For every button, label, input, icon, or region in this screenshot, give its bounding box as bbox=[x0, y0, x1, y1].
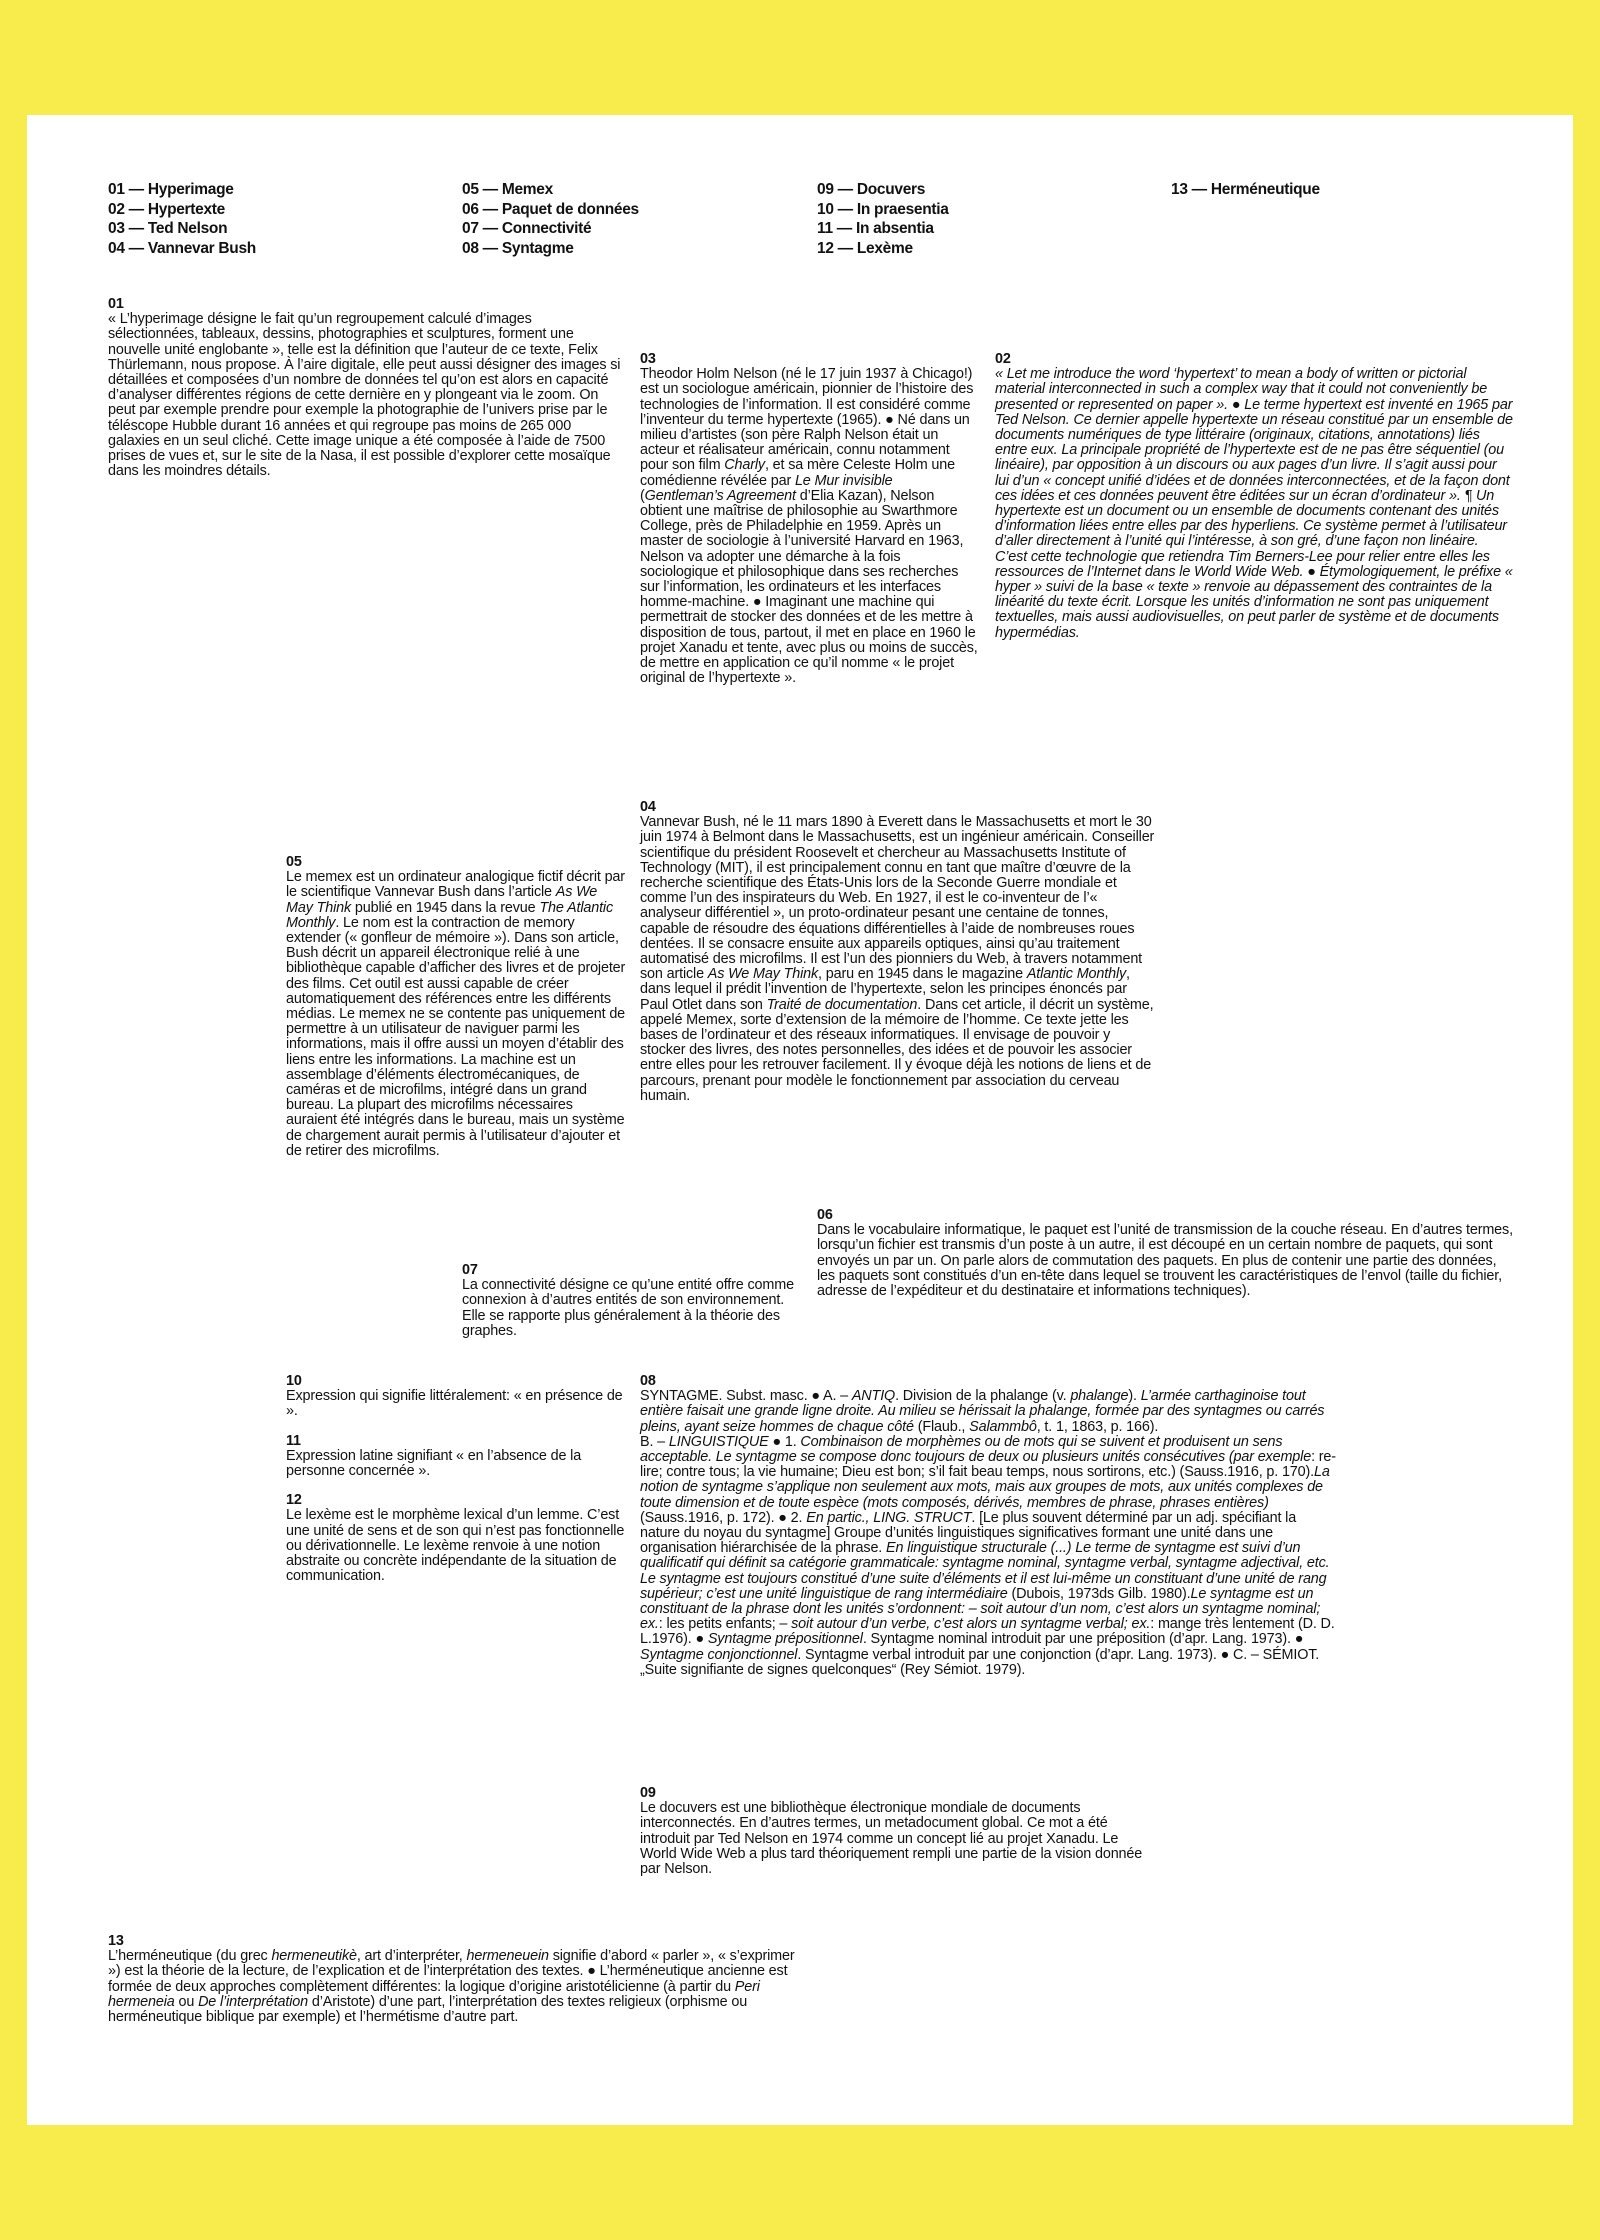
toc-item: 05 — Memex bbox=[462, 181, 553, 198]
toc-column-2 bbox=[462, 180, 639, 258]
entry-text: Vannevar Bush, né le 11 mars 1890 à Everett dans le Massachusetts et mort le 30 juin 1974 à Belmont dans le Massachusetts, est un ingénieur américain. Conseiller scientifique du président Roosevelt et chercheur au Massachusetts Institute of Technology (MIT), il est principalement connu en tant que maître d’œuvre de la recherche scientifique des États-Unis lors de la Seconde Guerre mondiale et comme l’un des inspirateurs du Web. En 1927, il est le co-inventeur de l’« analyseur différentiel », un proto-ordinateur pesant une centaine de tonnes, capable de résoudre des équations différentielles à l’aide de nombreuses roues dentées. Il se consacre ensuite aux appareils optiques, ainsi qu’au traitement automatisé des microfilms. Il est l’un des pionniers du Web, à travers notamment son article bbox=[640, 814, 1155, 983]
entry-number: 01 bbox=[108, 296, 124, 312]
entry-text: Dans le vocabulaire informatique, le paquet est l’unité de transmission de la couche réseau. En d’autres termes, lorsqu’un fichier est transmis d’un poste à un autre, il est découpé en un certain nombre de paquets, qui sont envoyés un par un. On parle alors de commutation des paquets. En plus de contenir une partie des données, les paquets sont constitués d’un en-tête dans lequel se trouvent les caractéristiques de l’envol (taille du fichier, adresse de l’expéditeur et du destinataire et informations techniques). bbox=[817, 1222, 1513, 1300]
entry-13 bbox=[108, 1934, 808, 2025]
entry-text-italic: En partic., LING. STRUCT bbox=[806, 1509, 972, 1526]
entry-text: , t. 1, 1863, p. 166). bbox=[1036, 1418, 1159, 1435]
entry-number: 02 bbox=[995, 351, 1011, 367]
entry-11 bbox=[286, 1434, 626, 1480]
entry-12 bbox=[286, 1493, 626, 1584]
entry-number: 11 bbox=[286, 1432, 301, 1449]
entry-text: signifie d’abord « parler », « s’exprimer ») est la théorie de la lecture, de l’explication et de l’interprétation des textes. ● L’herméneutique ancienne est formée de deux approches complètement différentes: la logique d’origine aristotélicienne (à partir du bbox=[108, 1948, 795, 1995]
entry-text: . Syntagme verbal introduit par une conjonction (d’apr. Lang. 1973). ● C. – SÉMIOT. „Suite signifiante de signes quelconques“ (Rey Sémiot. 1979). bbox=[640, 1646, 1320, 1678]
entry-text-italic: The Atlantic Monthly bbox=[286, 899, 614, 931]
toc-column-3 bbox=[817, 180, 949, 258]
entry-text: . Le nom est la contraction de memory extender (« gonfleur de mémoire »). Dans son article, Bush décrit un appareil électronique relié à une bibliothèque capable d’afficher des livres et de projeter des films. Cet outil est aussi capable de créer automatiquement des références entre les différents médias. Le memex ne se contente pas uniquement de permettre à un utilisateur de naviguer parmi les informations, mais il offre aussi un moyen d’établir des liens entre les informations. La machine est un assemblage d’éléments électromécaniques, de caméras et de microfilms, intégré dans un grand bureau. La plupart des microfilms nécessaires auraient été intégrés dans le bureau, mais un système de chargement aurait permis à l’utilisateur d’ajouter et de retirer des microfilms. bbox=[286, 914, 626, 1159]
entry-text: (Sauss.1916, p. 172). ● 2. bbox=[640, 1509, 807, 1526]
entry-text: d’Aristote) d’une part, l’interprétation des textes religieux (orphisme ou herméneutique biblique par exemple) et l’hermétisme d’autre part. bbox=[108, 1993, 748, 2026]
entry-text-italic: L’armée carthaginoise tout entière faisait une grande ligne droite. Au milieu se hérissait la phalange, formée par des syntagmes ou carrés pleins, ayant seize hommes de chaque côté bbox=[640, 1388, 1325, 1435]
entry-text-italic: En linguistique structurale (...) Le terme de syntagme est suivi d’un qualificatif qui définit sa catégorie grammaticale: syntagme nominal, syntagme verbal, syntagme adjectival, etc. Le syntagme est toujours constitué d’une suite d’éléments et il est lui-même un constituant d’une unité de rang supérieur; c’est une unité linguistique de rang intermédiaire bbox=[640, 1540, 1330, 1602]
entry-01 bbox=[108, 297, 622, 479]
toc-item: 09 — Docuvers bbox=[817, 181, 926, 198]
entry-number: 12 bbox=[286, 1492, 302, 1509]
entry-text: Expression latine signifiant « en l’absence de la personne concernée ». bbox=[286, 1447, 582, 1480]
entry-text: Expression qui signifie littéralement: « en présence de ». bbox=[286, 1388, 623, 1420]
entry-text-italic: Gentleman’s Agreement bbox=[644, 487, 796, 504]
toc-item: 12 — Lexème bbox=[817, 239, 913, 257]
entry-number: 05 bbox=[286, 854, 302, 870]
entry-text-italic: hermeneutikè bbox=[271, 1948, 357, 1965]
toc-item: 01 — Hyperimage bbox=[108, 181, 234, 198]
entry-text: ( bbox=[640, 487, 645, 504]
entry-text: : re-lire; contre tous; la vie humaine; Dieu est bon; s’il fait beau temps, nous sortirons, etc.) (Sauss.1916, p. 170). bbox=[640, 1449, 1336, 1481]
entry-text-italic: Peri hermeneia bbox=[108, 1978, 760, 2010]
entry-text-italic: Atlantic Monthly bbox=[1026, 966, 1127, 983]
toc-item: 07 — Connectivité bbox=[462, 220, 592, 237]
entry-text-italic: phalange bbox=[1070, 1388, 1129, 1405]
entry-text: , art d’interpréter, bbox=[356, 1948, 467, 1965]
entry-02 bbox=[995, 352, 1513, 641]
entry-04 bbox=[640, 800, 1158, 1104]
entry-05 bbox=[286, 855, 626, 1159]
entry-text: La connectivité désigne ce qu’une entité offre comme connexion à d’autres entités de son environnement. Elle se rapporte plus généralement à la théorie des graphes. bbox=[462, 1277, 794, 1339]
entry-text-italic: Syntagme conjonctionnel bbox=[640, 1646, 798, 1663]
entry-number: 04 bbox=[640, 799, 656, 815]
entry-text-italic: LINGUISTIQUE bbox=[668, 1433, 769, 1450]
toc-item: 03 — Ted Nelson bbox=[108, 220, 228, 237]
entry-number: 13 bbox=[108, 1933, 124, 1949]
entry-text-italic: hermeneuein bbox=[466, 1948, 549, 1965]
entry-number: 08 bbox=[640, 1373, 656, 1389]
entry-text-italic: ANTIQ bbox=[851, 1388, 896, 1405]
entry-number: 06 bbox=[817, 1207, 833, 1223]
entry-text-italic: Le syntagme est un constituant de la phrase dont les unités s’ordonnent: – soit autour d’un nom, c’est alors un syntagme nominal; ex. bbox=[640, 1585, 1321, 1633]
entry-text: « Let me introduce the word ‘hypertext’ to mean a body of written or pictorial material interconnected in such a complex way that it could not conveniently be presented or represented on paper ». ● Le terme hypertext est inventé en 1965 par Ted Nelson. Ce dernier appelle hypertexte un réseau constitué par un ensemble de documents numériques de type littéraire (originaux, citations, annotations) liés entre eux. La principale propriété de l’hypertexte est de ne pas être séquentiel (ou linéaire), par opposition à un discours ou aux pages d’un livre. Il s’agit aussi pour lui d’un « concept unifié d’idées et de données interconnectées, et de la façon dont ces idées et ces données peuvent être éditées sur un écran d’ordinateur ». ¶ Un hypertexte est un document ou un ensemble de documents contenant des unités d’information liées entre elles par des hyperliens. Ce système permet à l’utilisateur d’aller directement à l’unité qui l’intéresse, à son gré, d’une façon non linéaire. C’est cette technologie que retiendra Tim Berners-Lee pour relier entre elles les ressources de l’Internet dans le World Wide Web. ● Étymologiquement, le préfixe « hyper » suivi de la base « texte » renvoie au dépassement des contraintes de la linéarité du texte écrit. Lorsque les unités d’information ne sont pas uniquement textuelles, mais aussi audiovisuelles, on peut parler de système et de documents hypermédias. bbox=[995, 366, 1513, 641]
entry-text: ou bbox=[174, 1993, 199, 2010]
entry-number: 10 bbox=[286, 1373, 302, 1389]
entry-07 bbox=[462, 1263, 806, 1339]
entry-text: Le memex est un ordinateur analogique fictif décrit par le scientifique Vannevar Bush dans l’article bbox=[286, 869, 625, 901]
entry-06 bbox=[817, 1208, 1513, 1299]
toc-item: 06 — Paquet de données bbox=[462, 200, 639, 218]
entry-text: SYNTAGME. Subst. masc. ● A. – bbox=[640, 1388, 852, 1405]
toc-item: 08 — Syntagme bbox=[462, 239, 574, 257]
toc-column-4 bbox=[1171, 180, 1320, 200]
entry-text: (Flaub., bbox=[913, 1418, 970, 1435]
toc-item: 11 — In absentia bbox=[817, 220, 934, 237]
entry-text: . [Le plus souvent déterminé par un adj. spécifiant la nature du noyau du syntagme] Groupe d’unités linguistiques significatives formant une unité dans une organisation hiérarchisée de la phrase. bbox=[640, 1509, 1297, 1557]
toc-item: 02 — Hypertexte bbox=[108, 200, 225, 218]
entry-text: : les petits enfants; – bbox=[658, 1616, 792, 1633]
entry-text-italic: De l’interprétation bbox=[198, 1993, 308, 2010]
entry-03 bbox=[640, 352, 978, 686]
entry-text: : mange très lentement (D. D. L.1976). ● bbox=[640, 1616, 1335, 1648]
entry-text: Le docuvers est une bibliothèque électronique mondiale de documents interconnectés. En d’autres termes, un metadocument global. Ce mot a été introduit par Ted Nelson en 1974 comme un concept lié au projet Xanadu. Le World Wide Web a plus tard théoriquement rempli une partie de la vision donnée par Nelson. bbox=[640, 1800, 1143, 1878]
entry-10 bbox=[286, 1374, 626, 1420]
entry-text: publié en 1945 dans la revue bbox=[351, 899, 540, 916]
entry-text-italic: As We May Think bbox=[707, 966, 819, 983]
toc-item: 04 — Vannevar Bush bbox=[108, 239, 256, 257]
entry-text: L’herméneutique (du grec bbox=[108, 1948, 272, 1965]
entry-text: Theodor Holm Nelson (né le 17 juin 1937 à Chicago!) est un sociologue américain, pionnier de l’histoire des technologies de l’information. Il est considéré comme l’inventeur du terme hypertexte (1965). ● Né dans un milieu d’artistes (son père Ralph Nelson était un acteur et réalisateur américain, connu notamment pour son film bbox=[640, 366, 974, 474]
entry-text: . Dans cet article, il décrit un système, appelé Memex, sorte d’extension de la mémoire de l’homme. Ce texte jette les bases de l’ordinateur et des réseaux informatiques. Il envisage de pouvoir y stocker des livres, des notes personnelles, des idées et de pouvoir les associer entre elles pour les retrouver facilement. Il y évoque déjà les notions de liens et de parcours, prenant pour modèle le fonctionnement par association du cerveau humain. bbox=[640, 996, 1154, 1104]
entry-text: Le lexème est le morphème lexical d’un lemme. C’est une unité de sens et de son qui n’est pas fonctionnelle ou dérivationnelle. Le lexème renvoie à une notion abstraite ou concrète indépendante de la situation de communication. bbox=[286, 1507, 625, 1585]
toc-column-1 bbox=[108, 180, 256, 258]
entry-text: . Division de la phalange (v. bbox=[895, 1388, 1071, 1405]
entry-text: « L’hyperimage désigne le fait qu’un regroupement calculé d’images sélectionnées, tableaux, dessins, photographies et sculptures, forment une nouvelle unité englobante », telle est la définition que l’auteur de ce texte, Felix Thürlemann, nous propose. À l’aire digitale, elle peut aussi désigner des images si détaillées et composées d’un nombre de données tel qu’on est alors en capacité d’analyser différentes régions de cette dernière en y plongeant via le zoom. On peut par exemple prendre pour exemple la photographie de l’univers prise par le téléscope Hubble durant 16 années et qui regroupe pas moins de 265 000 galaxies en un seul cliché. Cette image unique a été composée à l’aide de 7500 prises de vues et, sur le site de la Nasa, il est possible d’explorer cette mosaïque dans les moindres détails. bbox=[108, 311, 621, 480]
entry-text: ). bbox=[1128, 1388, 1141, 1405]
entry-number: 03 bbox=[640, 351, 656, 367]
entry-text-italic: soit autour d’un verbe, c’est alors un syntagme verbal; ex. bbox=[791, 1616, 1151, 1633]
entry-text: ● 1. bbox=[768, 1433, 801, 1450]
entry-text-italic: Charly bbox=[724, 457, 765, 474]
entry-text: , paru en 1945 dans le magazine bbox=[818, 966, 1027, 983]
entry-text-italic: Traité de documentation bbox=[766, 996, 918, 1013]
entry-number: 07 bbox=[462, 1262, 478, 1278]
entry-text: d’Elia Kazan), Nelson obtient une maîtrise de philosophie au Swarthmore College, près de Philadelphie en 1959. Après un master de sociologie à l’université Harvard en 1963, Nelson va adopter une démarche à la fois sociologique et philosophique dans ses recherches sur l’information, les ordinateurs et les interfaces homme-machine. ● Imaginant une machine qui permettrait de stocker des données et de les mettre à disposition de tous, partout, il met en place en 1960 le projet Xanadu et tente, avec plus ou moins de succès, de mettre en application ce qu’il nomme « le projet original de l’hypertexte ». bbox=[640, 487, 978, 687]
entry-text-italic: La notion de syntagme s’applique non seulement aux mots, mais aux groupes de mots, aux unités complexes de toute dimension et de toute espèce (mots composés, dérivés, membres de phrase, phrases entières) bbox=[640, 1464, 1330, 1511]
entry-number: 09 bbox=[640, 1785, 656, 1801]
entry-09 bbox=[640, 1786, 1158, 1877]
entry-text-italic: As We May Think bbox=[286, 884, 598, 916]
entry-text-italic: Salammbô bbox=[969, 1418, 1037, 1435]
entry-text: (Dubois, 1973ds Gilb. 1980). bbox=[1007, 1585, 1191, 1602]
entry-text-italic: Le Mur invisible bbox=[794, 472, 893, 489]
entry-text: . Syntagme nominal introduit par une préposition (d’apr. Lang. 1973). ● bbox=[862, 1631, 1304, 1648]
toc-item: 13 — Herméneutique bbox=[1171, 181, 1320, 198]
entry-text-italic: Syntagme prépositionnel bbox=[707, 1631, 863, 1648]
entry-08 bbox=[640, 1374, 1336, 1678]
entries-10-12 bbox=[286, 1374, 626, 1584]
entry-text: , dans lequel il prédit l’invention de l’hypertexte, selon les principes énoncés par Paul Otlet dans son bbox=[640, 966, 1130, 1013]
entry-text: , et sa mère Celeste Holm une comédienne révélée par bbox=[640, 457, 955, 489]
toc-item: 10 — In praesentia bbox=[817, 200, 949, 218]
entry-text-italic: Combinaison de morphèmes ou de mots qui se suivent et produisent un sens acceptable. Le syntagme se compose donc toujours de deux ou plusieurs unités consécutives (par exemple bbox=[640, 1433, 1312, 1466]
entry-text: B. – bbox=[640, 1433, 669, 1450]
